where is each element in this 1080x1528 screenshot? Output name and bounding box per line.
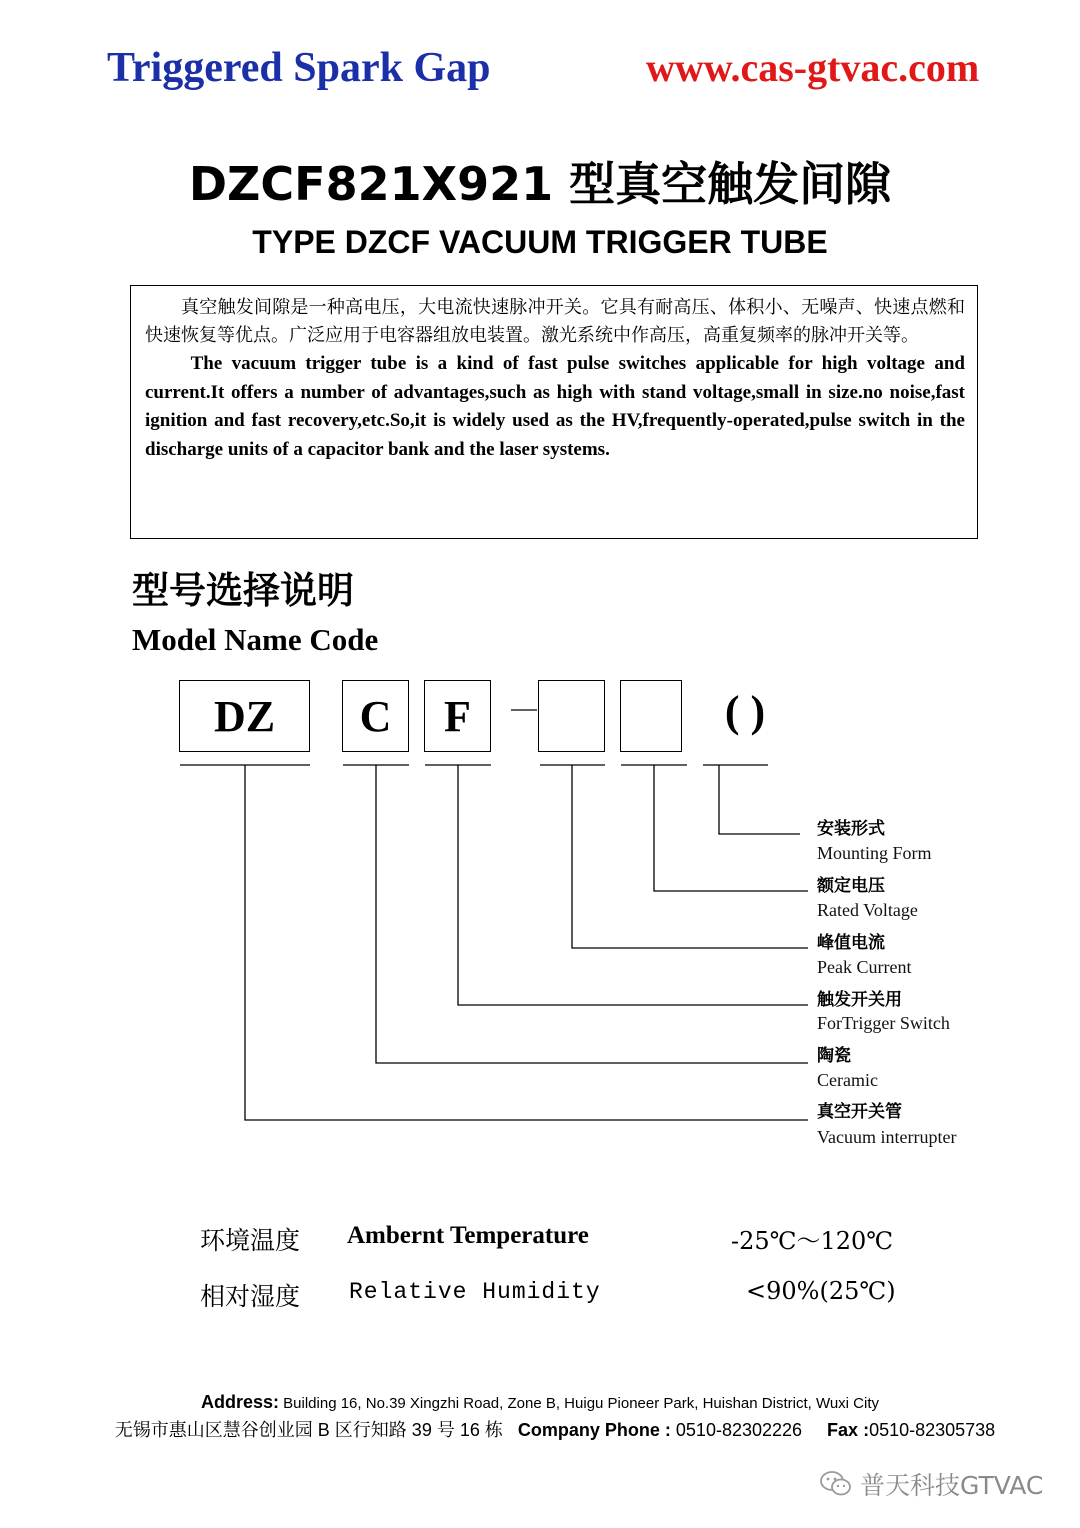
section-title-en: Model Name Code — [132, 622, 379, 657]
phone-value: 0510-82302226 — [675, 1420, 803, 1440]
watermark — [820, 1466, 1043, 1502]
main-title: DZCF821X921 型真空触发间隙 — [188, 157, 892, 211]
env-temperature-en: Ambernt Temperature — [347, 1222, 589, 1249]
env-humidity-en: Relative Humidity — [349, 1279, 601, 1305]
label-mounting-form-cn: 安装形式 — [817, 819, 885, 839]
address-en: Building 16, No.39 Xingzhi Road, Zone B, Huigu Pioneer Park, Huishan District, Wuxi City — [283, 1395, 880, 1412]
env-temperature-value: -25℃～120℃ — [731, 1227, 894, 1255]
phone-label: Company Phone : — [517, 1420, 671, 1440]
env-humidity-value: <90%(25℃) — [746, 1277, 896, 1305]
intro-cn: 真空触发间隙是一种高电压，大电流快速脉冲开关。它具有耐高压、体积小、无噪声、快速点燃和快速恢复等优点。广泛应用于电容器组放电装置。激光系统中作高压，高重复频率的脉冲开关等。 — [145, 297, 965, 346]
label-ceramic-cn: 陶瓷 — [817, 1046, 851, 1066]
wechat-icon — [820, 1470, 852, 1498]
label-peak-current-cn: 峰值电流 — [817, 933, 885, 953]
fax-value: 0510-82305738 — [869, 1420, 996, 1440]
code-box-f: F — [424, 680, 491, 752]
section-title-cn: 型号选择说明 — [132, 569, 354, 612]
address-label: Address: — [200, 1392, 279, 1412]
fax-label: Fax : — [827, 1420, 870, 1440]
code-box-dz: DZ — [179, 680, 310, 752]
address-cn: 无锡市惠山区慧谷创业园 B 区行知路 39 号 16 栋 — [114, 1420, 503, 1440]
label-peak-current-en: Peak Current — [817, 957, 912, 977]
header-url[interactable]: www.cas-gtvac.com — [646, 45, 980, 90]
address-line — [0, 1392, 1080, 1413]
label-rated-voltage-cn: 额定电压 — [817, 876, 885, 896]
label-mounting-form-en: Mounting Form — [817, 843, 932, 863]
label-trigger-switch-cn: 触发开关用 — [817, 990, 902, 1010]
env-temperature-cn: 环境温度 — [200, 1226, 301, 1255]
label-trigger-switch-en: ForTrigger Switch — [817, 1013, 950, 1033]
env-humidity-cn: 相对湿度 — [200, 1282, 301, 1311]
contact-line — [0, 1416, 1080, 1442]
label-vacuum-interrupter-cn: 真空开关管 — [817, 1102, 902, 1122]
watermark-text: 普天科技GTVAC — [860, 1471, 1044, 1500]
intro-en: The vacuum trigger tube is a kind of fast pulse switches applicable for high voltage and current.It offers a number of advantages,such as high with stand voltage,small in size.no noise,fast ignition and fast recovery,etc.So,it is widely used as the HV,frequently-operated,pulse switch in the discharge units of a capacitor bank and the laser systems. — [145, 353, 965, 460]
label-ceramic-en: Ceramic — [817, 1070, 878, 1090]
label-rated-voltage-en: Rated Voltage — [817, 900, 918, 920]
sub-title: TYPE DZCF VACUUM TRIGGER TUBE — [252, 224, 828, 260]
header-title: Triggered Spark Gap — [107, 45, 491, 91]
code-box-c: C — [342, 680, 409, 752]
code-paren: ( ) — [724, 687, 766, 736]
label-vacuum-interrupter-en: Vacuum interrupter — [817, 1127, 957, 1147]
